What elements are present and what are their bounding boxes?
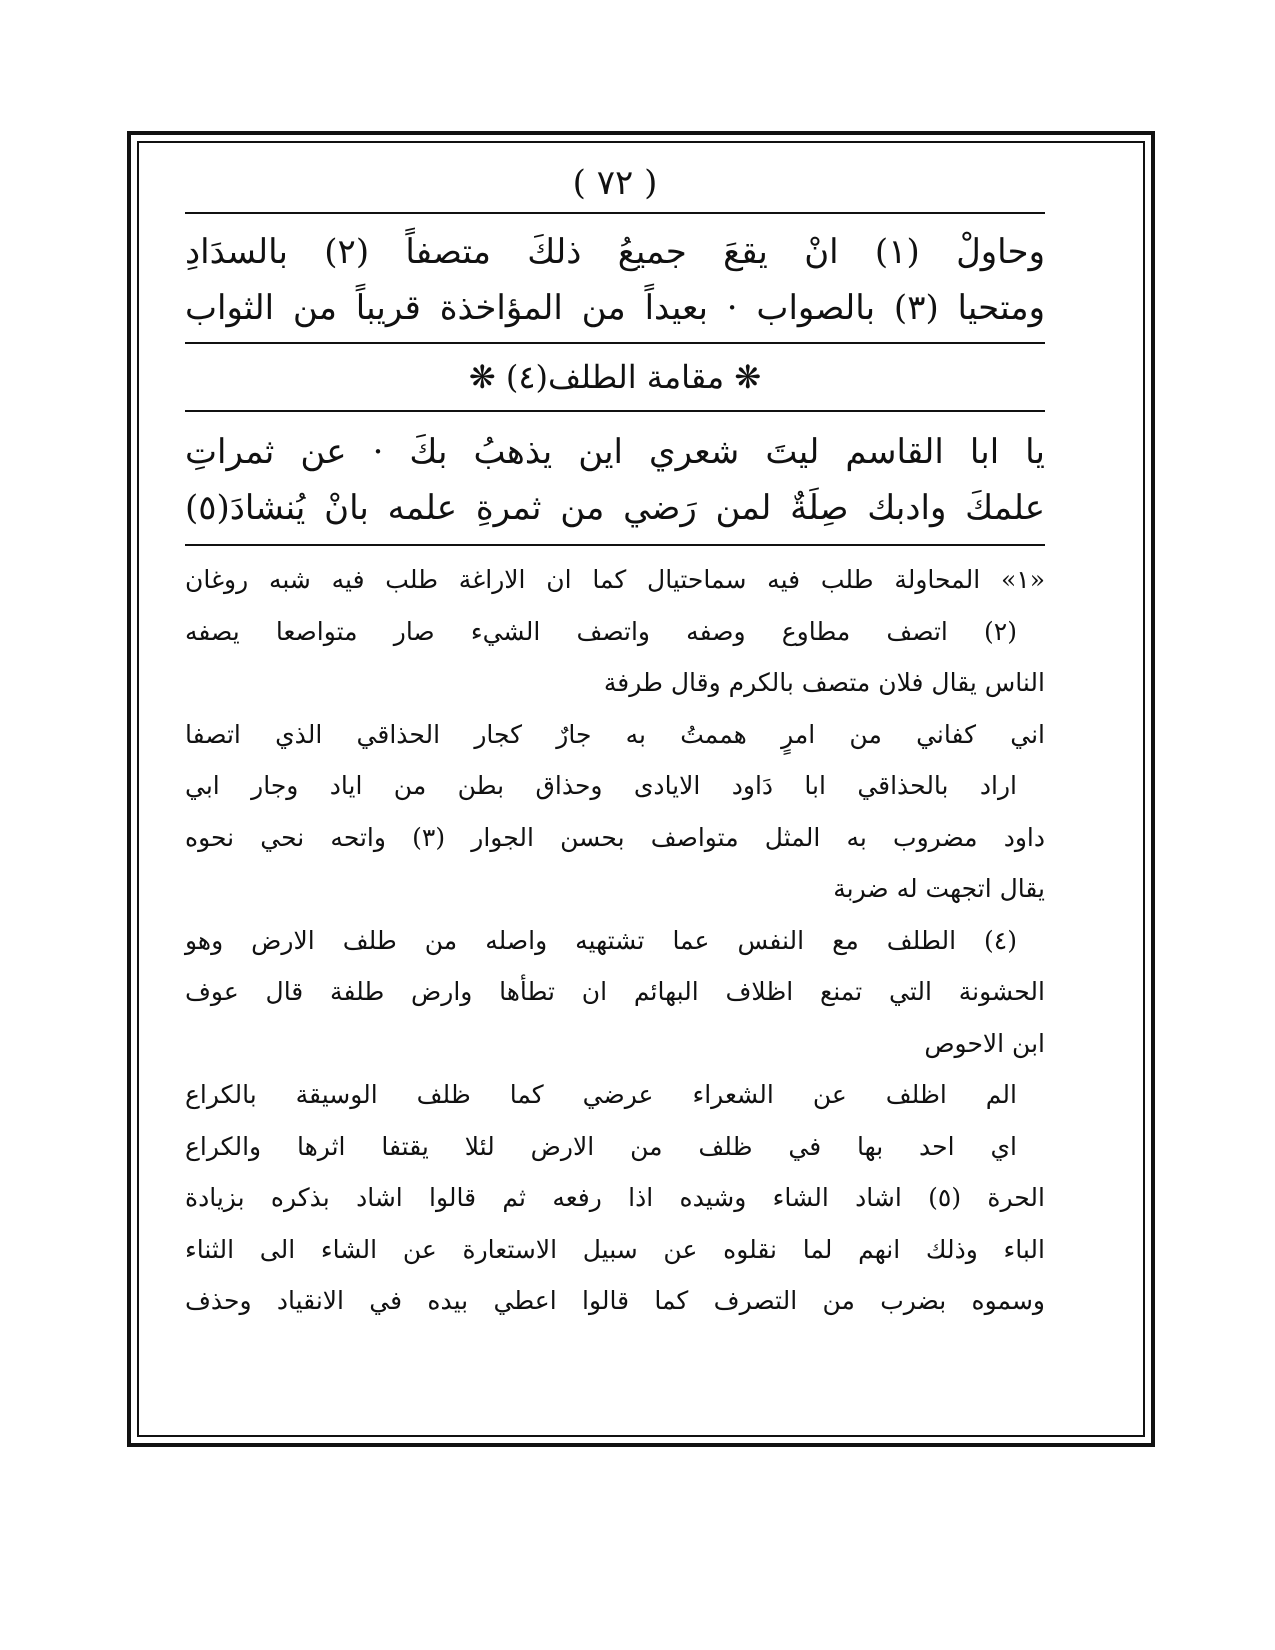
footnote-line: الحرة (٥) اشاد الشاء وشيده اذا رفعه ثم قالوا اشاد بذكره بزيادة bbox=[185, 1183, 1045, 1212]
page-number: ( ٧٢ ) bbox=[572, 163, 658, 203]
footnotes bbox=[185, 554, 1045, 1327]
footnote-line: يقال اتجهت له ضربة bbox=[833, 874, 1045, 903]
verse-line: يا ابا القاسم ليتَ شعري اين يذهبُ بكَ · عن ثمراتِ bbox=[185, 432, 1045, 472]
page-content bbox=[185, 150, 1045, 1327]
footnote-line: الناس يقال فلان متصف بالكرم وقال طرفة bbox=[603, 668, 1045, 697]
footnote-line: اني كفاني من امرٍ هممتُ به جارٌ كجار الحذاقي الذي اتصفا bbox=[185, 719, 1045, 749]
footnote-line: (٤) الطلف مع النفس عما تشتهيه واصله من طلف الارض وهو bbox=[185, 925, 1017, 955]
poem-verses bbox=[185, 424, 1045, 536]
footnote-line: داود مضروب به المثل متواصف بحسن الجوار (٣) واتحه نحي نحوه bbox=[185, 822, 1045, 852]
verse-line: ومتحيا (٣) بالصواب · بعيداً من المؤاخذة قريباً من الثواب bbox=[185, 288, 1046, 328]
footnote-line: الحشونة التي تمنع اظلاف البهائم ان تطأها وارض طلفة قال عوف bbox=[185, 977, 1045, 1006]
footnote-line: «١» المحاولة طلب فيه سماحتيال كما ان الاراغة طلب فيه شبه روغان bbox=[185, 565, 1045, 594]
divider bbox=[185, 410, 1045, 412]
footnote-line: الباء وذلك انهم لما نقلوه عن سبيل الاستعارة عن الشاء الى الثناء bbox=[185, 1234, 1045, 1264]
footnote-line: ابن الاحوص bbox=[924, 1028, 1045, 1058]
footnote-line: وسموه بضرب من التصرف كما قالوا اعطي بيده في الانقياد وحذف bbox=[185, 1286, 1045, 1315]
ornament-icon: ❋ bbox=[734, 358, 762, 396]
top-verses bbox=[185, 224, 1045, 336]
section-heading bbox=[185, 344, 1045, 410]
footnote-line: الم اظلف عن الشعراء عرضي كما ظلف الوسيقة بالكراع bbox=[185, 1080, 1017, 1109]
section-title: مقامة الطلف(٤) bbox=[505, 358, 725, 396]
footnote-line: اي احد بها في ظلف من الارض لئلا يقتفا اثرها والكراع bbox=[185, 1131, 1017, 1161]
ornament-icon: ❋ bbox=[468, 358, 496, 396]
footnote-line: اراد بالحذاقي ابا دَاود الايادى وحذاق بطن من اياد وجار ابي bbox=[185, 771, 1017, 800]
verse-line: وحاولْ (١) انْ يقعَ جميعُ ذلكَ متصفاً (٢) بالسدَادِ bbox=[185, 232, 1045, 272]
divider bbox=[185, 544, 1045, 546]
divider bbox=[185, 212, 1045, 214]
verse-line: علمكَ وادبك صِلَةٌ لمن رَضي من ثمرةِ علمه بانْ يُنشادَ(٥) bbox=[185, 488, 1045, 528]
footnote-line: (٢) اتصف مطاوع وصفه واتصف الشيء صار متواصعا يصفه bbox=[185, 616, 1017, 646]
